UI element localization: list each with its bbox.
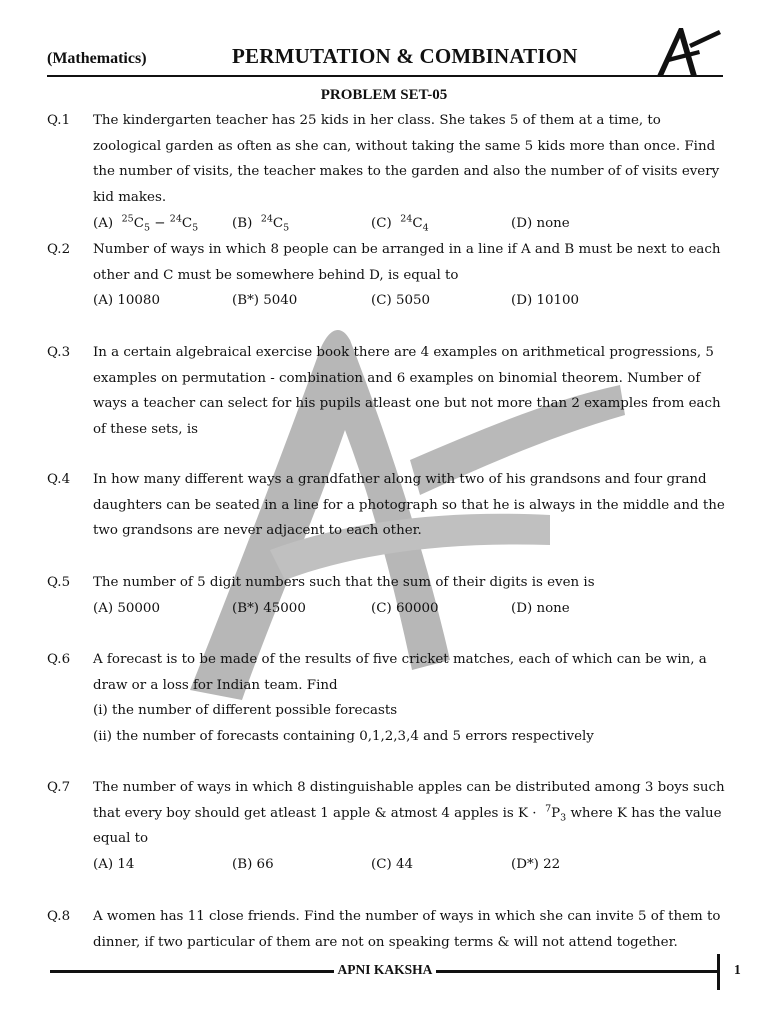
question-text: Number of ways in which 8 people can be arranged in a line if A and B must be next to each other and C must be somewhere behind D, is equal to	[93, 242, 721, 283]
question-3	[47, 340, 727, 443]
question-7	[47, 775, 727, 878]
page-title: PERMUTATION & COMBINATION	[232, 44, 578, 68]
question-number: Q.2	[47, 242, 71, 257]
option-c: (C) 44	[371, 857, 413, 873]
footer-rule-left	[50, 970, 334, 973]
question-text: The number of 5 digit numbers such that the sum of their digits is even is	[93, 575, 595, 590]
option-c: (C) 60000	[371, 600, 439, 616]
option-b: (B*) 5040	[232, 293, 298, 309]
options-row	[93, 596, 727, 622]
options-row	[93, 852, 727, 878]
footer-brand: APNI KAKSHA	[337, 962, 433, 977]
option-d: (D) 10100	[511, 293, 580, 309]
option-a: (A) 10080	[93, 293, 160, 309]
question-6	[47, 647, 727, 750]
question-part: (i) the number of different possible forecasts	[93, 703, 398, 719]
question-4	[47, 467, 727, 544]
header-rule	[47, 75, 723, 77]
question-number: Q.4	[47, 472, 71, 487]
question-number: Q.6	[47, 652, 71, 667]
apni-kaksha-logo-icon	[653, 22, 723, 78]
question-text: In a certain algebraical exercise book there are 4 examples on arithmetical progressions, 5 examples on permutation - combination and 6 examples on binomial theorem. Number of ways a teacher can select for his pupils atleast one but not more than 2 examples from each of these sets, is	[93, 345, 721, 438]
question-number: Q.5	[47, 575, 71, 590]
options-row	[93, 211, 727, 237]
question-2	[47, 237, 727, 314]
question-number: Q.3	[47, 345, 71, 360]
option-b: (B*) 45000	[232, 600, 306, 616]
question-text: In how many different ways a grandfather along with two of his grandsons and four grand daughters can be seated in a line for a photograph so that he is always in the middle and the two grandsons are never adjacent to each other.	[93, 472, 725, 539]
footer-rule-right	[436, 970, 718, 973]
option-a: (A) $^{25}C_5 - ^{24}C_5$	[93, 213, 199, 234]
option-c: (C) 5050	[371, 293, 431, 309]
question-8	[47, 904, 727, 955]
page-number: 1	[734, 962, 741, 977]
option-d: (D) none	[511, 600, 570, 616]
option-b: (B) $^{24}C_5$	[232, 213, 290, 234]
question-text: The kindergarten teacher has 25 kids in her class. She takes 5 of them at a time, to zoological garden as often as she can, without taking the same 5 kids more than once. Find the number of visits, the teacher makes to the garden and also the number of of visits every kid makes.	[93, 113, 720, 206]
subject-label: (Mathematics)	[47, 50, 147, 67]
question-part: (ii) the number of forecasts containing 0,1,2,3,4 and 5 errors respectively	[93, 729, 594, 745]
question-number: Q.8	[47, 909, 71, 924]
footer-divider	[717, 954, 720, 990]
question-text: The number of ways in which 8 distinguishable apples can be distributed among 3 boys such that every boy should get atleast 1 apple & atmost 4 apples is $K \cdot ^7P_3$ where K has the value equal to	[93, 780, 725, 847]
page-header	[47, 40, 723, 76]
question-number: Q.7	[47, 780, 71, 795]
question-text: A women has 11 close friends. Find the number of ways in which she can invite 5 of them to dinner, if two particular of them are not on speaking terms & will not attend together.	[93, 909, 721, 950]
question-5	[47, 570, 727, 622]
question-number: Q.1	[47, 113, 71, 128]
question-1	[47, 108, 727, 237]
question-text: A forecast is to be made of the results of five cricket matches, each of which can be win, a draw or a loss for Indian team. Find	[93, 652, 707, 693]
option-a: (A) 14	[93, 857, 135, 873]
option-c: (C) $^{24}C_4$	[371, 213, 429, 234]
options-row	[93, 288, 727, 314]
option-b: (B) 66	[232, 857, 274, 873]
option-a: (A) 50000	[93, 600, 160, 616]
option-d: (D*) 22	[511, 857, 561, 873]
problem-set-title: PROBLEM SET-05	[320, 87, 448, 103]
option-d: (D) none	[511, 215, 570, 231]
